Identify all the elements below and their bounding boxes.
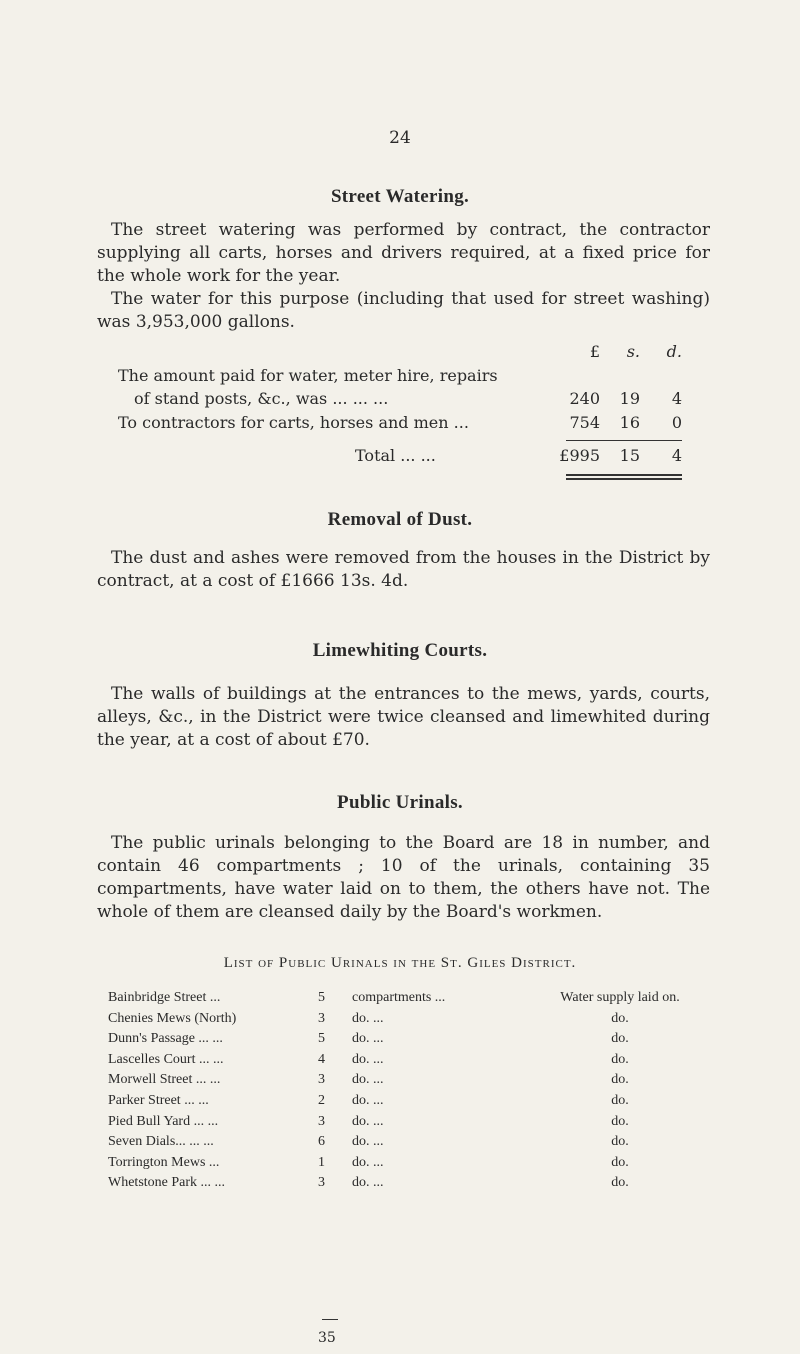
- urinal-row: [0, 990, 800, 1012]
- urinal-compartments-label: do. ...: [352, 1051, 384, 1067]
- urinal-compartments-label: do. ...: [352, 1031, 384, 1047]
- total-pence: 4: [671, 446, 682, 465]
- total-label: Total ... ...: [355, 446, 436, 465]
- urinal-water-supply: do.: [611, 1154, 629, 1170]
- urinal-compartment-count: 2: [318, 1093, 325, 1108]
- dust-heading: Removal of Dust.: [327, 509, 473, 530]
- item2-label: To contractors for carts, horses and men ...: [118, 413, 469, 432]
- urinal-row: [0, 1155, 800, 1177]
- urinal-compartments-label: do. ...: [352, 1072, 384, 1088]
- urinal-row: [0, 1011, 800, 1033]
- urinal-water-supply: do.: [611, 1031, 629, 1047]
- urinal-compartment-count: 5: [318, 1031, 325, 1047]
- urinal-row: [0, 1052, 800, 1074]
- urinal-name: Whetstone Park ... ...: [108, 1175, 226, 1191]
- total-pounds: £995: [559, 446, 600, 465]
- urinal-name: Morwell Street ... ...: [108, 1072, 221, 1088]
- limewhiting-heading: Limewhiting Courts.: [312, 640, 488, 661]
- urinal-compartments-label: do. ...: [352, 1010, 384, 1026]
- dust-para: The dust and ashes were removed from the houses in the District by contract, at a cost of £1666 13s. 4d.: [97, 548, 710, 591]
- urinal-compartments-label: do. ...: [352, 1113, 384, 1129]
- item1-pence: 4: [671, 389, 682, 408]
- urinal-compartment-count: 3: [318, 1010, 325, 1026]
- urinal-name: Parker Street ... ...: [108, 1093, 209, 1108]
- item1-label-line1: The amount paid for water, meter hire, repairs: [118, 366, 498, 385]
- urinal-row: [0, 1072, 800, 1094]
- urinal-compartment-count: 3: [318, 1113, 325, 1129]
- urinal-name: Chenies Mews (North): [108, 1010, 237, 1026]
- total-rule-bottom-1: [566, 474, 682, 476]
- urinal-compartment-count: 3: [318, 1072, 325, 1088]
- urinal-water-supply: do.: [611, 1113, 629, 1129]
- urinal-compartments-label: do. ...: [352, 1134, 384, 1150]
- urinal-name: Dunn's Passage ... ...: [108, 1031, 223, 1047]
- urinals-total: 35: [318, 1330, 336, 1346]
- urinal-row: [0, 1093, 800, 1115]
- urinals-heading: Public Urinals.: [337, 792, 463, 813]
- urinal-name: Torrington Mews ...: [108, 1154, 220, 1170]
- item2-pounds: 754: [569, 413, 600, 432]
- urinal-row: [0, 1175, 800, 1197]
- urinal-name: Bainbridge Street ...: [108, 990, 221, 1005]
- page-number: 24: [389, 128, 411, 148]
- street-watering-para-1: The street watering was performed by contract, the contractor supplying all carts, horses and drivers required, at a fixed price for the whole work for the year.: [97, 220, 710, 286]
- urinals-para: The public urinals belonging to the Board are 18 in number, and contain 46 compartments ; 10 of the urinals, containing 35 compartments, have water laid on to them, the others have not. The whole of them are cleansed daily by the Board's workmen.: [97, 833, 710, 922]
- urinals-list-title: List of Public Urinals in the St. Giles District.: [223, 955, 577, 971]
- urinal-compartments-label: do. ...: [352, 1093, 384, 1108]
- total-rule-top: [566, 440, 682, 441]
- limewhiting-para: The walls of buildings at the entrances to the mews, yards, courts, alleys, &c., in the District were twice cleansed and limewhited during the year, at a cost of about £70.: [97, 684, 710, 750]
- item1-label-line2: of stand posts, &c., was ... ... ...: [134, 389, 389, 408]
- item2-shillings: 16: [619, 413, 640, 432]
- item1-shillings: 19: [619, 389, 640, 408]
- dust-text: [97, 547, 710, 593]
- urinal-compartments-label: do. ...: [352, 1154, 384, 1170]
- urinal-name: Pied Bull Yard ... ...: [108, 1113, 219, 1129]
- urinal-compartment-count: 5: [318, 990, 325, 1005]
- item1-pounds: 240: [569, 389, 600, 408]
- urinals-total-rule: [322, 1319, 338, 1320]
- urinal-water-supply: do.: [611, 1175, 629, 1191]
- urinal-water-supply: do.: [611, 1093, 629, 1108]
- limewhiting-text: [97, 683, 710, 752]
- urinal-name: Lascelles Court ... ...: [108, 1051, 224, 1067]
- street-watering-text: [97, 219, 710, 334]
- total-rule-bottom-2: [566, 478, 682, 480]
- urinals-text: [97, 832, 710, 924]
- urinal-water-supply: Water supply laid on.: [560, 990, 680, 1005]
- urinal-compartment-count: 6: [318, 1134, 325, 1150]
- urinal-name: Seven Dials... ... ...: [108, 1134, 214, 1150]
- urinal-compartments-label: compartments ...: [352, 990, 446, 1005]
- urinal-row: [0, 1114, 800, 1136]
- urinal-water-supply: do.: [611, 1134, 629, 1150]
- urinal-water-supply: do.: [611, 1051, 629, 1067]
- street-watering-para-2: The water for this purpose (including that used for street washing) was 3,953,000 gallons.: [97, 289, 710, 332]
- col-pence-header: d.: [666, 342, 682, 361]
- urinal-compartments-label: do. ...: [352, 1175, 384, 1191]
- col-pounds-header: £: [589, 342, 600, 361]
- street-watering-heading: Street Watering.: [330, 186, 470, 207]
- total-shillings: 15: [619, 446, 640, 465]
- col-shillings-header: s.: [626, 342, 640, 361]
- urinal-compartment-count: 3: [318, 1175, 325, 1191]
- item2-pence: 0: [671, 413, 682, 432]
- urinal-water-supply: do.: [611, 1072, 629, 1088]
- urinal-compartment-count: 1: [318, 1154, 325, 1170]
- urinal-water-supply: do.: [611, 1010, 629, 1026]
- urinal-row: [0, 1134, 800, 1156]
- urinal-compartment-count: 4: [318, 1051, 325, 1067]
- urinal-row: [0, 1031, 800, 1053]
